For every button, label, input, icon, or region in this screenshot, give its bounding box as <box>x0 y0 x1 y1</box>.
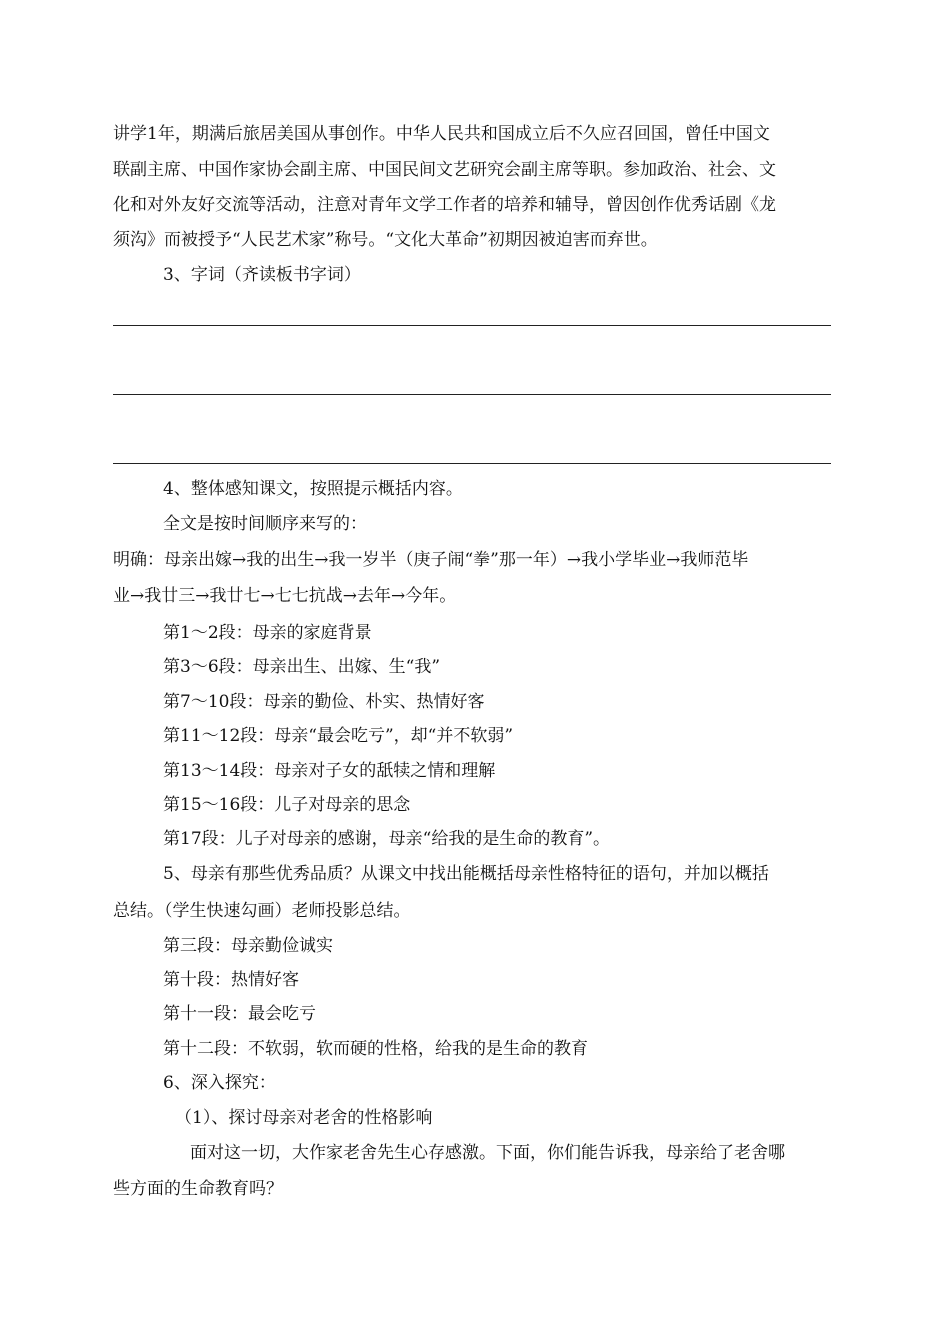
quality-item-1: 第三段：母亲勤俭诚实 <box>163 936 333 956</box>
blank-line-1 <box>113 325 831 326</box>
bio-line-4: 须沟》而被授予“人民艺术家”称号。“文化大革命”初期因被迫害而弃世。 <box>113 230 658 250</box>
section6-heading: 6、深入探究： <box>163 1073 276 1093</box>
bio-line-1: 讲学1年，期满后旅居美国从事创作。中华人民共和国成立后不久应召回国，曾任中国文 <box>113 124 770 144</box>
paragraph-summary-7: 第17段：儿子对母亲的感谢，母亲“给我的是生命的教育”。 <box>163 829 611 849</box>
blank-line-2 <box>113 394 831 395</box>
bio-line-3: 化和对外友好交流等活动，注意对青年文学工作者的培养和辅导，曾因创作优秀话剧《龙 <box>113 195 776 215</box>
section5-line-1: 5、母亲有那些优秀品质？从课文中找出能概括母亲性格特征的语句，并加以概括 <box>163 864 769 884</box>
section5-line-2: 总结。（学生快速勾画）老师投影总结。 <box>113 901 411 921</box>
paragraph-summary-4: 第11～12段：母亲“最会吃亏”，却“并不软弱” <box>163 726 514 746</box>
quality-item-3: 第十一段：最会吃亏 <box>163 1004 316 1024</box>
paragraph-summary-6: 第15～16段：儿子对母亲的思念 <box>163 795 411 815</box>
section4-answer-line-2: 业→我廿三→我廿七→七七抗战→去年→今年。 <box>113 586 457 606</box>
section4-answer-line-1: 明确：母亲出嫁→我的出生→我一岁半（庚子闹“拳”那一年）→我小学毕业→我师范毕 <box>113 550 749 570</box>
section4-order-intro: 全文是按时间顺序来写的： <box>163 514 367 534</box>
section6-prompt-line-2: 些方面的生命教育吗？ <box>113 1179 283 1199</box>
paragraph-summary-2: 第3～6段：母亲出生、出嫁、生“我” <box>163 657 441 677</box>
section4-heading: 4、整体感知课文，按照提示概括内容。 <box>163 479 463 499</box>
section3-heading: 3、字词（齐读板书字词） <box>163 265 361 285</box>
quality-item-4: 第十二段：不软弱，软而硬的性格，给我的是生命的教育 <box>163 1039 588 1059</box>
quality-item-2: 第十段：热情好客 <box>163 970 299 990</box>
blank-line-3 <box>113 463 831 464</box>
paragraph-summary-1: 第1～2段：母亲的家庭背景 <box>163 623 372 643</box>
section6-sub-1: （1）、探讨母亲对老舍的性格影响 <box>175 1108 433 1128</box>
section6-prompt-line-1: 面对这一切，大作家老舍先生心存感激。下面，你们能告诉我，母亲给了老舍哪 <box>190 1143 785 1163</box>
paragraph-summary-5: 第13～14段：母亲对子女的舐犊之情和理解 <box>163 761 496 781</box>
bio-line-2: 联副主席、中国作家协会副主席、中国民间文艺研究会副主席等职。参加政治、社会、文 <box>113 160 776 180</box>
paragraph-summary-3: 第7～10段：母亲的勤俭、朴实、热情好客 <box>163 692 485 712</box>
